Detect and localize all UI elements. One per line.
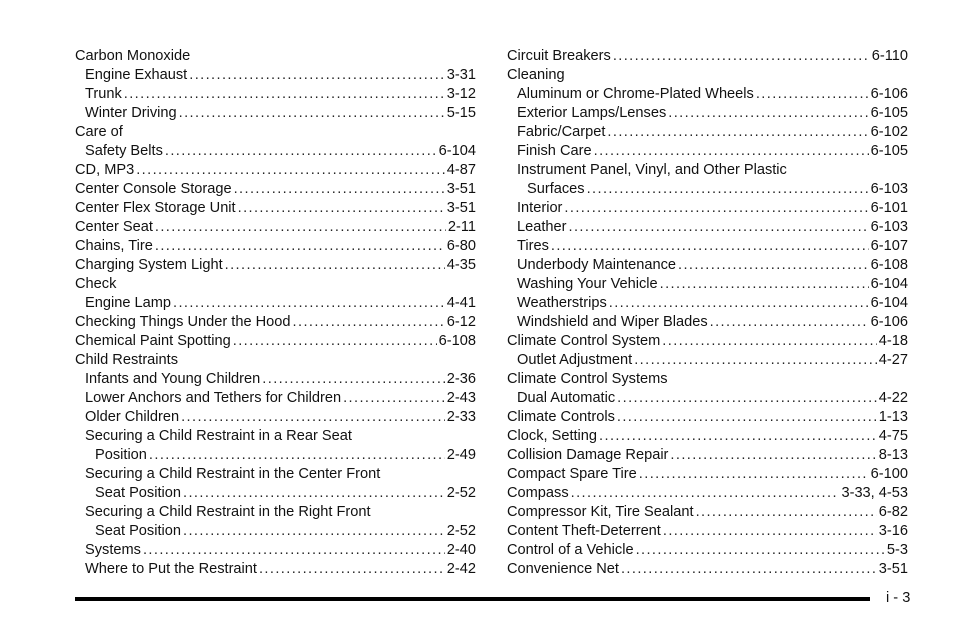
dot-leader	[617, 389, 877, 408]
index-entry	[75, 256, 476, 275]
page-reference: 6-108	[870, 257, 908, 273]
page-reference: 6-100	[870, 466, 908, 482]
dot-leader	[179, 104, 445, 123]
entry-text: Dual Automatic	[517, 390, 616, 406]
dot-leader	[124, 85, 445, 104]
index-subentry	[75, 465, 476, 484]
dot-leader	[293, 313, 445, 332]
entry-text: Carbon Monoxide	[75, 48, 191, 64]
page-reference: 6-106	[870, 86, 908, 102]
dot-leader	[613, 47, 870, 66]
dot-leader	[183, 484, 445, 503]
index-entry	[507, 503, 908, 522]
index-subentry	[507, 256, 908, 275]
page-reference: 5-3	[886, 542, 908, 558]
entry-text: Safety Belts	[85, 143, 163, 159]
page-reference: 3-51	[878, 561, 908, 577]
page-reference: 2-52	[446, 485, 476, 501]
dot-leader	[181, 408, 445, 427]
entry-text: Where to Put the Restraint	[85, 561, 257, 577]
entry-text: Child Restraints	[75, 352, 179, 368]
page-reference: 3-31	[446, 67, 476, 83]
page-reference: 3-12	[446, 86, 476, 102]
entry-text: Center Seat	[75, 219, 153, 235]
index-subentry	[75, 370, 476, 389]
dot-leader	[155, 218, 446, 237]
dot-leader	[136, 161, 445, 180]
index-entry	[507, 66, 908, 85]
page-reference: 2-43	[446, 390, 476, 406]
dot-leader	[587, 180, 869, 199]
page-reference: 6-82	[878, 504, 908, 520]
entry-text: Outlet Adjustment	[517, 352, 633, 368]
entry-text: Winter Driving	[85, 105, 177, 121]
index-entry	[75, 218, 476, 237]
entry-text: Windshield and Wiper Blades	[517, 314, 708, 330]
page-reference: 3-33, 4-53	[841, 485, 908, 501]
page-reference: 6-105	[870, 105, 908, 121]
dot-leader	[234, 180, 445, 199]
index-subentry	[75, 104, 476, 123]
entry-text: Circuit Breakers	[507, 48, 611, 64]
page-reference: 3-51	[446, 181, 476, 197]
index-entry	[75, 47, 476, 66]
entry-text: Lower Anchors and Tethers for Children	[85, 390, 342, 406]
page-reference: 6-108	[438, 333, 476, 349]
entry-text: Compact Spare Tire	[507, 466, 637, 482]
page-reference: 6-107	[870, 238, 908, 254]
index-subentry	[507, 275, 908, 294]
index-column-right	[507, 47, 908, 579]
entry-text: Instrument Panel, Vinyl, and Other Plastic	[517, 162, 787, 178]
index-subentry	[75, 503, 476, 522]
page-reference: 2-33	[446, 409, 476, 425]
index-entry	[507, 370, 908, 389]
page-reference: 6-104	[870, 276, 908, 292]
index-entry	[75, 161, 476, 180]
dot-leader	[189, 66, 445, 85]
index-subentry	[507, 85, 908, 104]
entry-text: Securing a Child Restraint in the Center Front	[85, 466, 381, 482]
dot-leader	[571, 484, 840, 503]
index-entry	[507, 408, 908, 427]
index-column-left	[75, 47, 476, 579]
index-subentry	[75, 294, 476, 313]
dot-leader	[173, 294, 445, 313]
index-entry	[75, 180, 476, 199]
entry-text: Climate Control Systems	[507, 371, 668, 387]
index-entry	[75, 332, 476, 351]
entry-text: Climate Controls	[507, 409, 615, 425]
dot-leader	[262, 370, 445, 389]
page-reference: 4-22	[878, 390, 908, 406]
index-entry	[75, 237, 476, 256]
index-entry	[507, 522, 908, 541]
index-subentry	[507, 104, 908, 123]
dot-leader	[143, 541, 445, 560]
entry-text: Tires	[517, 238, 549, 254]
dot-leader	[149, 446, 445, 465]
dot-leader	[238, 199, 445, 218]
entry-text: Aluminum or Chrome-Plated Wheels	[517, 86, 754, 102]
entry-text: Surfaces	[527, 181, 585, 197]
entry-text: Cleaning	[507, 67, 565, 83]
entry-text: Securing a Child Restraint in the Right Front	[85, 504, 371, 520]
page-number: i - 3	[886, 590, 911, 606]
page-reference: 6-105	[870, 143, 908, 159]
index-subentry	[75, 408, 476, 427]
index-entry	[507, 541, 908, 560]
index-subentry	[75, 446, 476, 465]
entry-text: Clock, Setting	[507, 428, 598, 444]
index-entry	[507, 446, 908, 465]
entry-text: Securing a Child Restraint in a Rear Seat	[85, 428, 352, 444]
dot-leader	[621, 560, 877, 579]
index-entry	[75, 123, 476, 142]
page-reference: 4-41	[446, 295, 476, 311]
page-reference: 6-104	[438, 143, 476, 159]
entry-text: Compressor Kit, Tire Sealant	[507, 504, 694, 520]
page-reference: 4-18	[878, 333, 908, 349]
index-entry	[507, 47, 908, 66]
entry-text: Center Console Storage	[75, 181, 232, 197]
entry-text: Exterior Lamps/Lenses	[517, 105, 667, 121]
dot-leader	[594, 142, 869, 161]
page-reference: 6-102	[870, 124, 908, 140]
dot-leader	[670, 446, 876, 465]
entry-text: Climate Control System	[507, 333, 661, 349]
index-entry	[507, 465, 908, 484]
index-subentry	[507, 351, 908, 370]
dot-leader	[756, 85, 869, 104]
entry-text: Trunk	[85, 86, 122, 102]
page-reference: 2-52	[446, 523, 476, 539]
entry-text: Collision Damage Repair	[507, 447, 669, 463]
entry-text: Underbody Maintenance	[517, 257, 677, 273]
index-subentry	[507, 218, 908, 237]
entry-text: Older Children	[85, 409, 180, 425]
page-reference: 2-11	[447, 219, 476, 235]
dot-leader	[710, 313, 869, 332]
page-reference: 8-13	[878, 447, 908, 463]
dot-leader	[183, 522, 445, 541]
index-subentry	[507, 142, 908, 161]
entry-text: Seat Position	[95, 485, 181, 501]
dot-leader	[696, 503, 877, 522]
index-subentry	[507, 123, 908, 142]
page-reference: 5-15	[446, 105, 476, 121]
index-subentry	[75, 541, 476, 560]
dot-leader	[569, 218, 869, 237]
page-reference: 2-49	[446, 447, 476, 463]
dot-leader	[233, 332, 437, 351]
page-reference: 6-80	[446, 238, 476, 254]
index-subentry	[75, 142, 476, 161]
entry-text: Center Flex Storage Unit	[75, 200, 236, 216]
dot-leader	[668, 104, 868, 123]
index-entry	[75, 275, 476, 294]
dot-leader	[259, 560, 445, 579]
page-reference: 6-103	[870, 219, 908, 235]
dot-leader	[634, 351, 877, 370]
page-reference: 6-110	[871, 48, 908, 64]
entry-text: Control of a Vehicle	[507, 542, 634, 558]
index-entry	[75, 199, 476, 218]
page-reference: 4-27	[878, 352, 908, 368]
entry-text: CD, MP3	[75, 162, 135, 178]
entry-text: Checking Things Under the Hood	[75, 314, 291, 330]
dot-leader	[663, 522, 877, 541]
page-reference: 6-106	[870, 314, 908, 330]
page-reference: 6-104	[870, 295, 908, 311]
index-subentry	[507, 389, 908, 408]
index-subentry	[75, 427, 476, 446]
entry-text: Care of	[75, 124, 123, 140]
index-subentry	[507, 237, 908, 256]
dot-leader	[678, 256, 869, 275]
dot-leader	[609, 294, 869, 313]
entry-text: Leather	[517, 219, 567, 235]
page-reference: 1-13	[878, 409, 908, 425]
page-reference: 6-103	[870, 181, 908, 197]
index-subentry	[507, 199, 908, 218]
entry-text: Systems	[85, 542, 141, 558]
dot-leader	[660, 275, 869, 294]
entry-text: Finish Care	[517, 143, 592, 159]
entry-text: Weatherstrips	[517, 295, 607, 311]
entry-text: Charging System Light	[75, 257, 223, 273]
page-reference: 3-16	[878, 523, 908, 539]
index-subentry	[75, 66, 476, 85]
index-subentry	[507, 294, 908, 313]
entry-text: Compass	[507, 485, 569, 501]
index-subentry	[75, 560, 476, 579]
entry-text: Chemical Paint Spotting	[75, 333, 231, 349]
index-subentry	[75, 85, 476, 104]
entry-text: Check	[75, 276, 117, 292]
index-entry	[507, 427, 908, 446]
page-reference: 4-35	[446, 257, 476, 273]
index-entry	[75, 351, 476, 370]
entry-text: Chains, Tire	[75, 238, 153, 254]
page-reference: 4-87	[446, 162, 476, 178]
page-reference: 4-75	[878, 428, 908, 444]
index-subentry	[507, 313, 908, 332]
entry-text: Fabric/Carpet	[517, 124, 606, 140]
index-subentry	[507, 161, 908, 180]
page-reference: 2-42	[446, 561, 476, 577]
entry-text: Convenience Net	[507, 561, 619, 577]
entry-text: Content Theft-Deterrent	[507, 523, 661, 539]
dot-leader	[225, 256, 445, 275]
dot-leader	[155, 237, 445, 256]
dot-leader	[564, 199, 868, 218]
page-reference: 6-101	[870, 200, 908, 216]
dot-leader	[599, 427, 877, 446]
entry-text: Engine Exhaust	[85, 67, 188, 83]
index-entry	[507, 332, 908, 351]
dot-leader	[551, 237, 869, 256]
entry-text: Seat Position	[95, 523, 181, 539]
dot-leader	[639, 465, 869, 484]
index-subentry	[507, 180, 908, 199]
entry-text: Engine Lamp	[85, 295, 172, 311]
dot-leader	[165, 142, 437, 161]
index-subentry	[75, 522, 476, 541]
entry-text: Interior	[517, 200, 563, 216]
entry-text: Washing Your Vehicle	[517, 276, 658, 292]
index-subentry	[75, 389, 476, 408]
dot-leader	[617, 408, 877, 427]
footer-rule	[75, 597, 870, 601]
dot-leader	[662, 332, 877, 351]
page-reference: 3-51	[446, 200, 476, 216]
index-entry	[507, 560, 908, 579]
dot-leader	[607, 123, 868, 142]
page-reference: 2-36	[446, 371, 476, 387]
entry-text: Position	[95, 447, 147, 463]
page-reference: 2-40	[446, 542, 476, 558]
dot-leader	[343, 389, 445, 408]
index-entry	[507, 484, 908, 503]
dot-leader	[636, 541, 885, 560]
page-reference: 6-12	[446, 314, 476, 330]
entry-text: Infants and Young Children	[85, 371, 261, 387]
index-entry	[75, 313, 476, 332]
index-subentry	[75, 484, 476, 503]
